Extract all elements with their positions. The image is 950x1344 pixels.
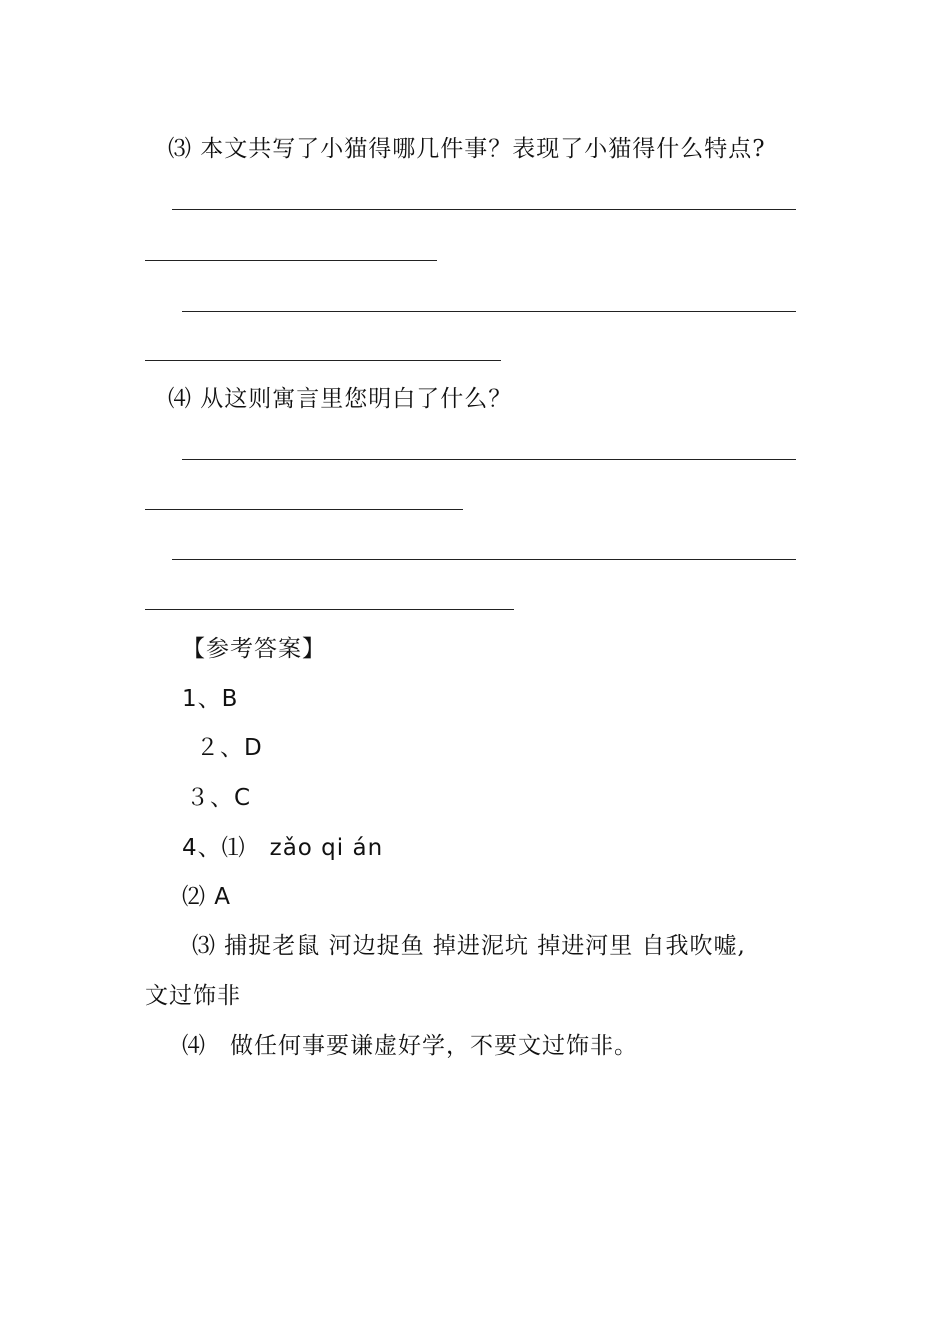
answer-1: 1、B <box>182 686 239 712</box>
answer-4-3-line-2: 文过饰非 <box>145 983 241 1009</box>
answer-line <box>182 459 796 460</box>
answer-4-2: ⑵ A <box>182 884 232 910</box>
answer-3: ３、C <box>186 785 252 811</box>
answer-line <box>145 609 514 610</box>
question-3: ⑶ 本文共写了小猫得哪几件事？表现了小猫得什么特点? <box>168 136 766 162</box>
answer-4-1: 4、⑴ zǎo qi án <box>182 835 384 861</box>
answers-heading: 【参考答案】 <box>182 636 326 662</box>
answer-2: ２、D <box>196 735 263 761</box>
answer-line <box>182 311 796 312</box>
answer-line <box>145 360 501 361</box>
answer-line <box>145 509 463 510</box>
question-4: ⑷ 从这则寓言里您明白了什么？ <box>168 386 513 412</box>
answer-4-3-line-1: ⑶ 捕捉老鼠 河边捉鱼 掉进泥坑 掉进河里 自我吹嘘, <box>192 933 746 959</box>
answer-line <box>172 559 796 560</box>
answer-line <box>172 209 796 210</box>
answer-line <box>145 260 437 261</box>
answer-4-4: ⑷ 做任何事要谦虚好学，不要文过饰非。 <box>182 1033 638 1059</box>
